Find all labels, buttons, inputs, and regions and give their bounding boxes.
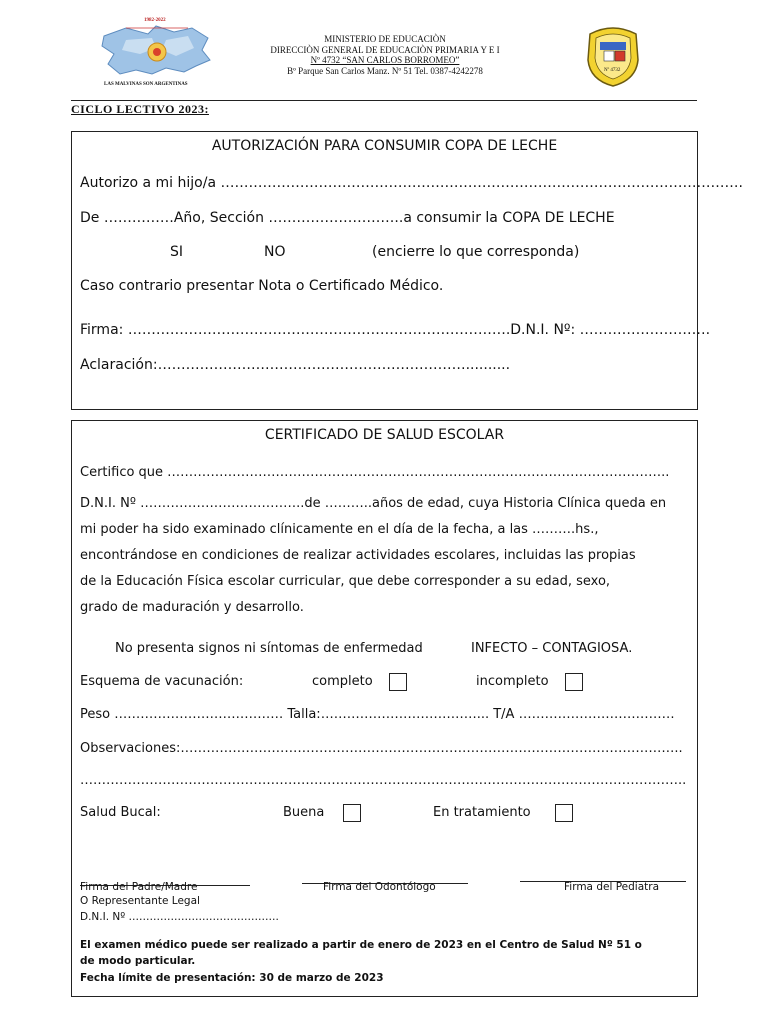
observaciones-line: Observaciones:…………………………………………………………………………………………………….. [80, 741, 683, 756]
header-line-1: MINISTERIO DE EDUCACIÒN [324, 34, 446, 44]
no-presenta-text: No presenta signos ni síntomas de enfermedad [115, 641, 423, 656]
header-line-3: Nº 4732 “SAN CARLOS BORROMEO” [310, 55, 460, 65]
incompleto-checkbox[interactable] [565, 673, 583, 691]
fecha-limite: Fecha límite de presentación: 30 de marzo de 2023 [80, 972, 384, 984]
dni-signature-line: D.N.I. Nº ……………………………………. [80, 911, 279, 923]
emblem-label: Nº 4732 [604, 68, 621, 73]
completo-label: completo [312, 674, 373, 689]
logo-caption: LAS MALVINAS SON ARGENTINAS [104, 82, 188, 87]
caso-contrario: Caso contrario presentar Nota o Certificado Médico. [80, 278, 444, 294]
autorizacion-title: AUTORIZACIÓN PARA CONSUMIR COPA DE LECHE [211, 138, 558, 154]
header-line-4: Bº Parque San Carlos Manz. Nº 51 Tel. 0387-4242278 [287, 65, 483, 76]
representante-label: O Representante Legal [80, 895, 200, 907]
school-header [200, 34, 570, 76]
aclaracion-line: Aclaración:………………………………………………………….......... [80, 357, 511, 373]
certificado-p1: D.N.I. Nº ………………………………..de ………..años de edad, cuya Historia Clínica queda en [80, 496, 667, 511]
firma-odontologo-label: Firma del Odontólogo [323, 881, 436, 893]
completo-checkbox[interactable] [389, 673, 407, 691]
certificado-section [71, 420, 698, 997]
buena-label: Buena [283, 805, 325, 820]
firma-padre-label: Firma del Padre/Madre [80, 881, 198, 893]
school-emblem-logo [584, 24, 642, 88]
encierre-instruction: (encierre lo que corresponda) [372, 244, 580, 260]
certifico-line: Certifico que …………………………………………………………………………………………………….. [80, 465, 670, 480]
observaciones-line-2: ………………………………………………………………………………………………………………………….. [80, 773, 687, 788]
note-line-2: de modo particular. [80, 955, 196, 967]
curso-line: De ……………Año, Sección ………………………..a consumir la COPA DE LECHE [80, 210, 615, 226]
infecto-contagiosa: INFECTO – CONTAGIOSA. [471, 641, 633, 656]
certificado-title: CERTIFICADO DE SALUD ESCOLAR [264, 427, 505, 443]
peso-talla-line: Peso ………………………………… Talla:………………………………... T/A ……………………………… [80, 707, 675, 722]
note-line-1: El examen médico puede ser realizado a partir de enero de 2023 en el Centro de Salud Nº 51 o [80, 939, 642, 951]
incompleto-label: incompleto [476, 674, 549, 689]
option-no[interactable]: NO [264, 244, 286, 260]
en-tratamiento-label: En tratamiento [433, 805, 531, 820]
header-line-2: DIRECCIÒN GENERAL DE EDUCACIÒN PRIMARIA Y E I [270, 44, 500, 55]
firma-dni-line: Firma: ……………………………………………………………………….D.N.I. Nº: ………………………. [80, 322, 711, 338]
certificado-p5: grado de maduración y desarrollo. [80, 600, 304, 615]
certificado-p4: de la Educación Física escolar curricular, que debe corresponder a su edad, sexo, [80, 574, 611, 589]
ciclo-lectivo: CICLO LECTIVO 2023: [71, 102, 209, 116]
autorizacion-section [71, 131, 743, 410]
autorizo-line: Autorizo a mi hijo/a …………………………………………………………………………………………………. [80, 175, 743, 191]
option-si[interactable]: SI [170, 244, 184, 260]
buena-checkbox[interactable] [343, 804, 361, 822]
firma-pediatra-label: Firma del Pediatra [564, 881, 660, 893]
certificado-p2: mi poder ha sido examinado clínicamente en el día de la fecha, a las ……….hs., [80, 522, 599, 537]
logo-top-text: 1982-2022 [144, 18, 166, 23]
salud-bucal-label: Salud Bucal: [80, 805, 161, 820]
esquema-label: Esquema de vacunación: [80, 674, 244, 689]
certificado-p3: encontrándose en condiciones de realizar actividades escolares, incluidas las propias [80, 548, 636, 563]
header-divider [71, 100, 697, 101]
en-tratamiento-checkbox[interactable] [555, 804, 573, 822]
